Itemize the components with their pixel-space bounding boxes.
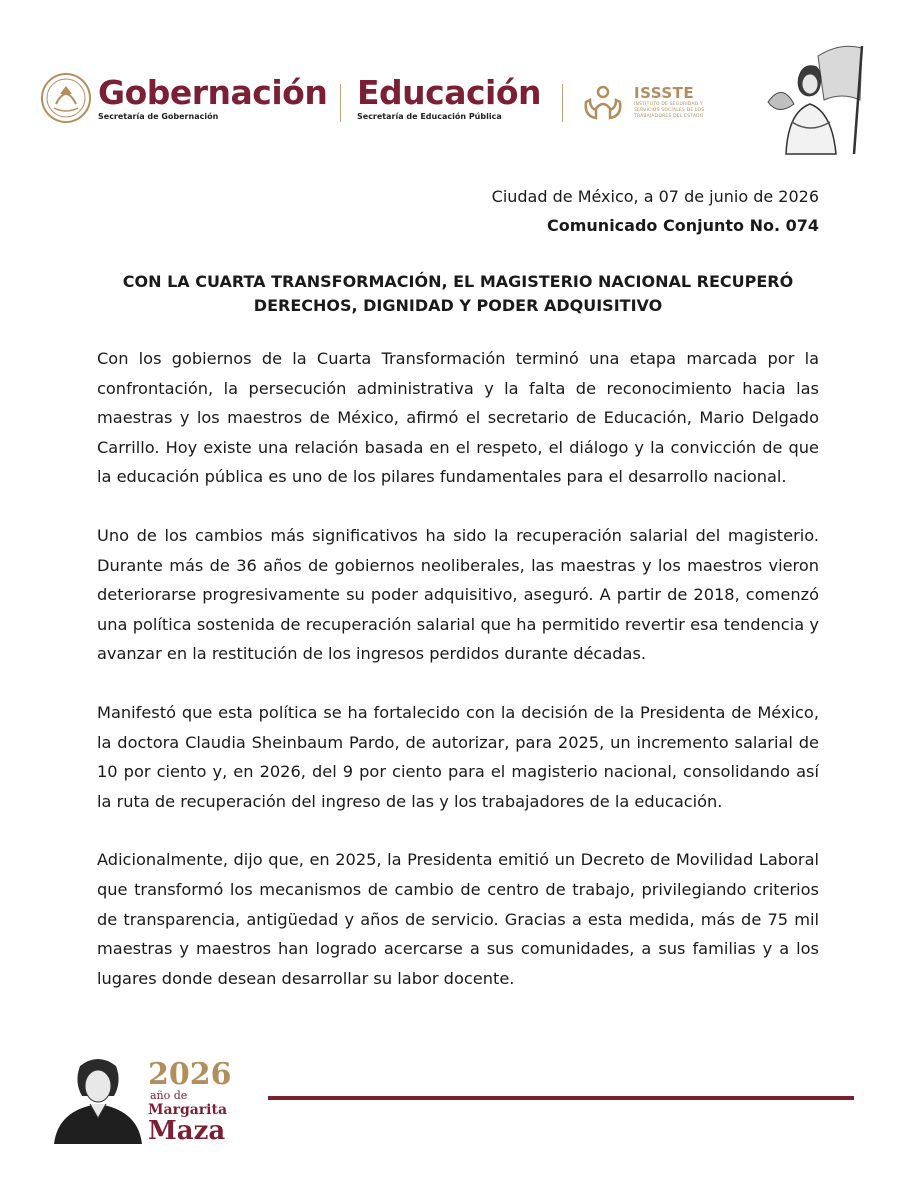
issste-subtitle: INSTITUTO DE SEGURIDAD Y SERVICIOS SOCIALES DE LOS TRABAJADORES DEL ESTADO [634, 102, 705, 119]
last-name-text: Maza [148, 1116, 226, 1146]
body-paragraph: Uno de los cambios más significativos ha sido la recuperación salarial del magisterio. Durante más de 36 años de gobiernos neoliberales, las maestras y los maestros vieron deteriorarse progresivamente su poder adquisitivo, aseguró. A partir de 2018, comenzó una política sostenida de recuperación salarial que ha permitido revertir esa tendencia y avanzar en la restitución de los ingresos perdidos durante décadas. [97, 525, 819, 664]
issste-name: ISSSTE [634, 84, 695, 102]
letterhead [0, 0, 916, 170]
margarita-maza-portrait [50, 1052, 146, 1144]
year-logo [148, 1057, 232, 1146]
gobernacion-logo [98, 74, 327, 122]
logo-divider [562, 84, 563, 122]
year-of-text: año de [150, 1089, 188, 1102]
body-paragraph: Con los gobiernos de la Cuarta Transformación terminó una etapa marcada por la confrontación, la persecución administrativa y la falta de reconocimiento hacia las maestras y los maestros de México, afirmó el secretario de Educación, Mario Delgado Carrillo. Hoy existe una relación basada en el respeto, el diálogo y la convicción de que la educación pública es uno de los pilares fundamentales para el desarrollo nacional. [97, 349, 819, 487]
communique-number: Comunicado Conjunto No. 074 [547, 216, 819, 235]
footer-divider [268, 1096, 854, 1100]
educacion-subtitle: Secretaría de Educación Pública [357, 112, 502, 121]
first-name-text: Margarita [148, 1102, 228, 1118]
title-line: DERECHOS, DIGNIDAD Y PODER ADQUISITIVO [253, 296, 663, 315]
body-paragraph: Adicionalmente, dijo que, en 2025, la Presidenta emitió un Decreto de Movilidad Laboral que transformó los mecanismos de cambio de centro de trabajo, privilegiando criterios de transparencia, antigüedad y años de servicio. Gracias a esta medida, más de 75 mil maestras y maestros han logrado acercarse a sus comunidades, a sus familias y a los lugares donde desean desarrollar su labor docente. [97, 850, 819, 988]
educacion-name: Educación [357, 73, 542, 112]
issste-logo [634, 84, 726, 120]
logo-divider [340, 84, 341, 122]
national-seal-icon [40, 72, 92, 124]
issste-hands-icon [580, 80, 626, 122]
year-text: 2026 [148, 1057, 232, 1092]
date-line: Ciudad de México, a 07 de junio de 2026 [491, 187, 819, 206]
gobernacion-subtitle: Secretaría de Gobernación [98, 112, 219, 121]
educacion-logo [357, 74, 541, 122]
document-body [97, 344, 819, 1022]
document-title [97, 270, 819, 318]
gobernacion-name: Gobernación [98, 73, 328, 112]
title-line: CON LA CUARTA TRANSFORMACIÓN, EL MAGISTERIO NACIONAL RECUPERÓ [122, 272, 794, 291]
body-paragraph: Manifestó que esta política se ha fortalecido con la decisión de la Presidenta de México, la doctora Claudia Sheinbaum Pardo, de autorizar, para 2025, un incremento salarial de 10 por ciento y, en 2026, del 9 por ciento para el magisterio nacional, consolidando así la ruta de recuperación del ingreso de las y los trabajadores de la educación. [97, 702, 819, 811]
heroine-flag-illustration [758, 42, 870, 158]
